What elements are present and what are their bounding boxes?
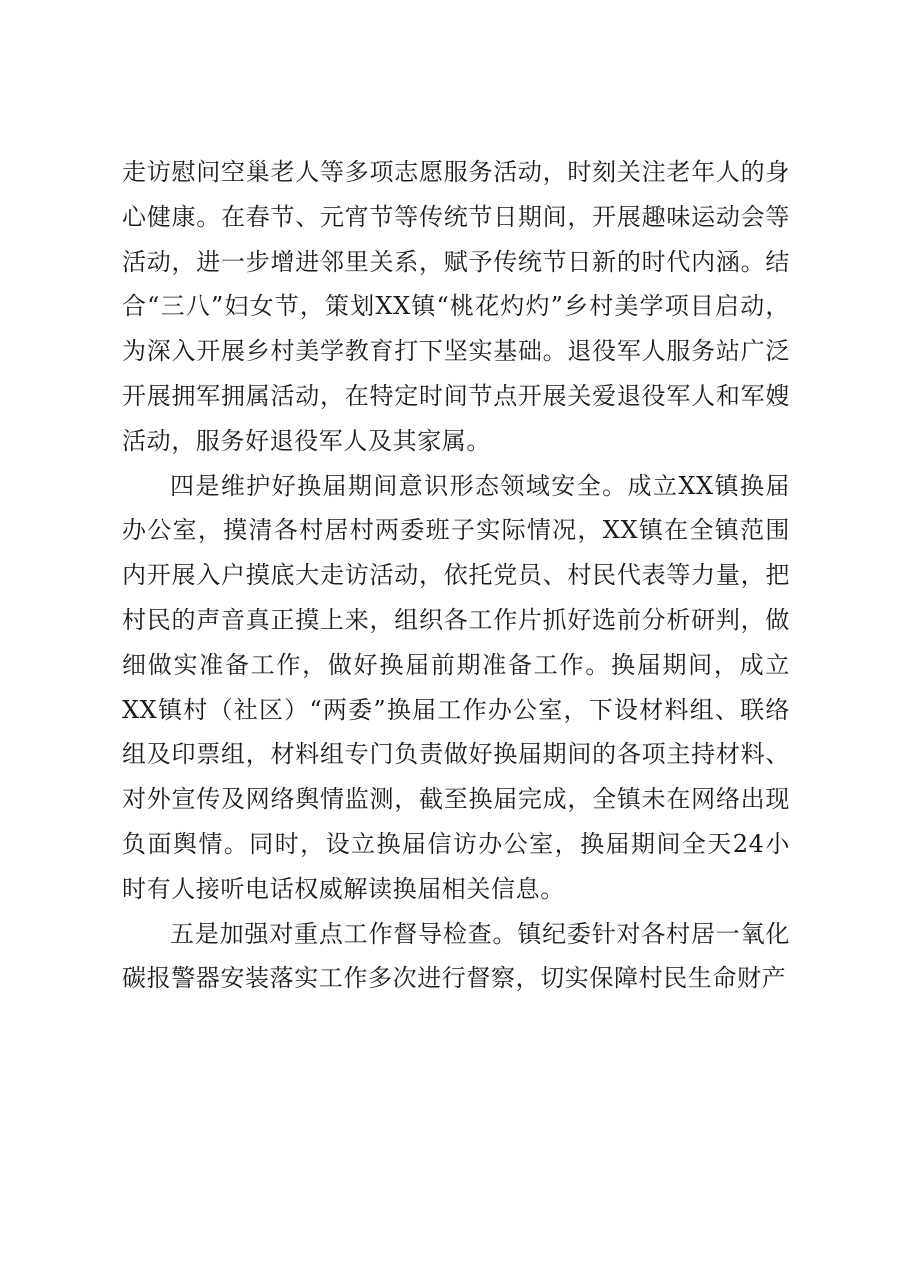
paragraph-item-four: 四是维护好换届期间意识形态领域安全。成立XX镇换届办公室，摸清各村居村两委班子实际情况，XX镇在全镇范围内开展入户摸底大走访活动，依托党员、村民代表等力量，把村民的声音真正摸上来，组织各工作片抓好选前分析研判，做细做实准备工作，做好换届前期准备工作。换届期间，成立XX镇村（社区）“两委”换届工作办公室，下设材料组、联络组及印票组，材料组专门负责做好换届期间的各项主持材料、对外宣传及网络舆情监测，截至换届完成，全镇未在网络出现负面舆情。同时，设立换届信访办公室，换届期间全天24小时有人接听电话权威解读换届相关信息。	[122, 471, 790, 903]
document-body	[122, 150, 790, 1001]
paragraph-item-five: 五是加强对重点工作督导检查。镇纪委针对各村居一氧化碳报警器安装落实工作多次进行督察，切实保障村民生命财产	[122, 919, 790, 993]
paragraph-continuation: 走访慰问空巢老人等多项志愿服务活动，时刻关注老年人的身心健康。在春节、元宵节等传统节日期间，开展趣味运动会等活动，进一步增进邻里关系，赋予传统节日新的时代内涵。结合“三八”妇女节，策划XX镇“桃花灼灼”乡村美学项目启动，为深入开展乡村美学教育打下坚实基础。退役军人服务站广泛开展拥军拥属活动，在特定时间节点开展关爱退役军人和军嫂活动，服务好退役军人及其家属。	[122, 158, 790, 455]
